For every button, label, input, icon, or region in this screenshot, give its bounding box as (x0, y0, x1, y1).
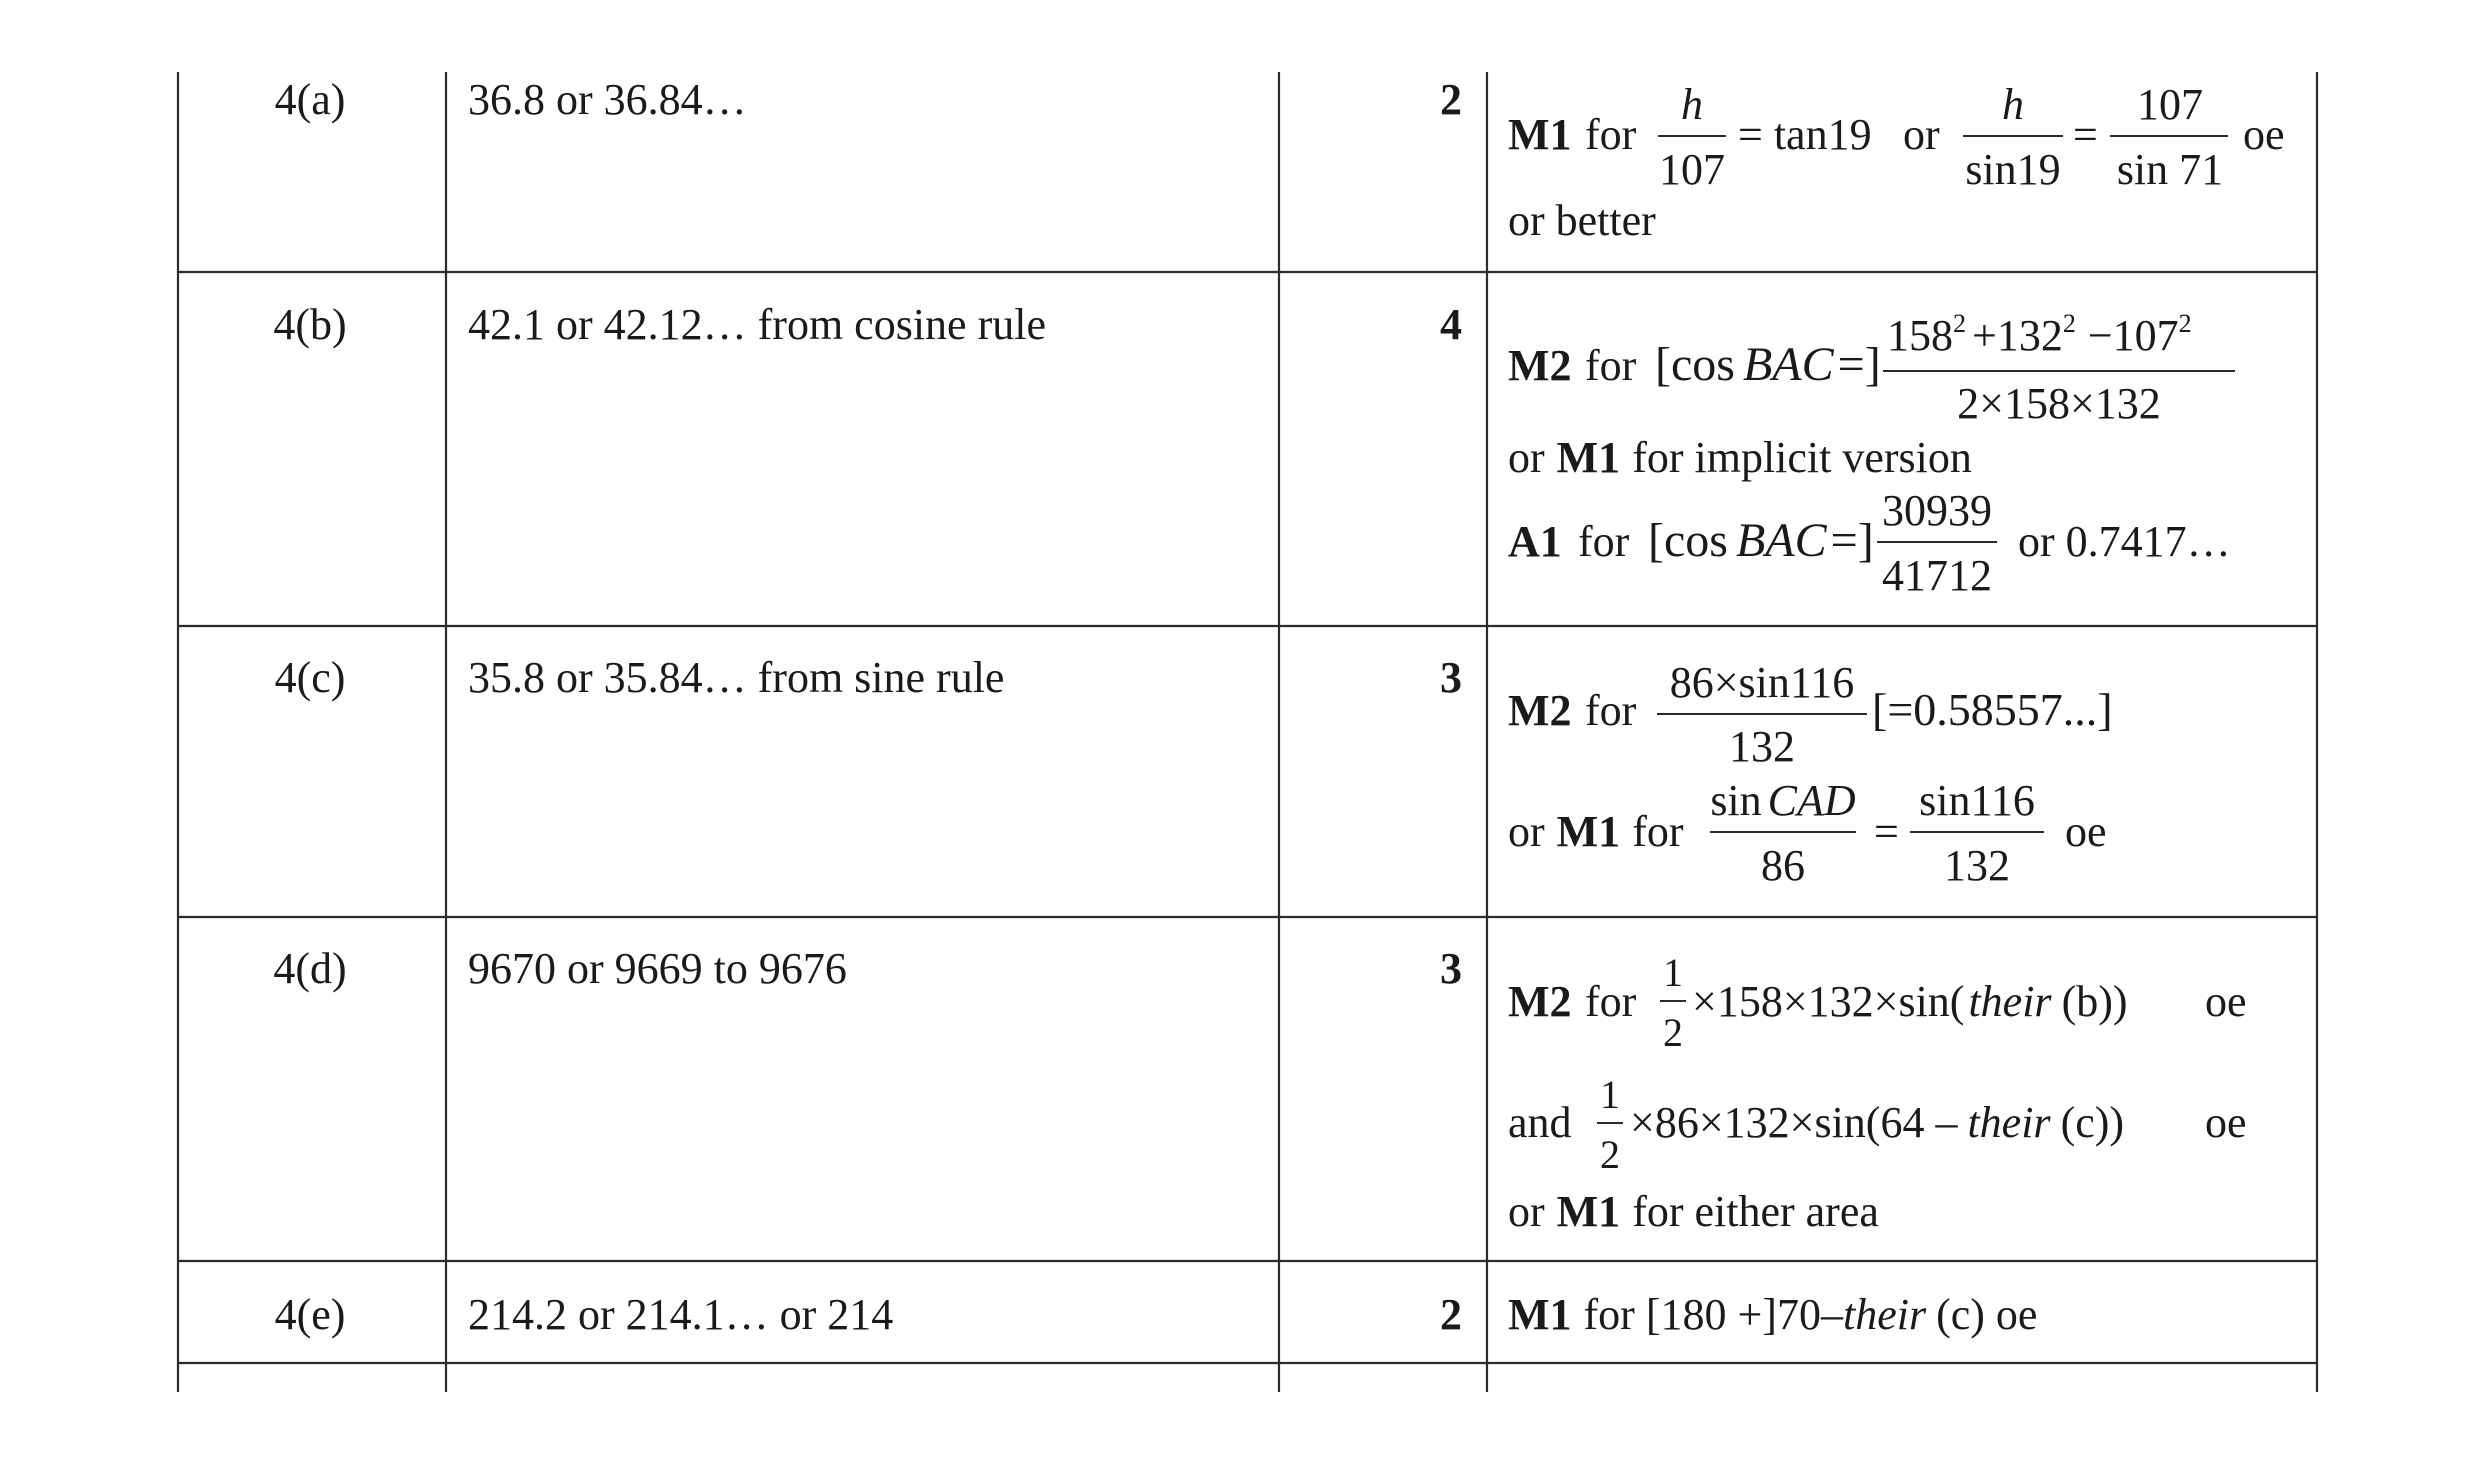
table-row (273, 300, 2235, 600)
guidance-text: and (1508, 1098, 1572, 1147)
fraction-denominator: 41712 (1882, 551, 1992, 600)
guidance-text: for (1585, 686, 1637, 735)
guidance-text: [cos BAC=] (1648, 514, 1874, 567)
guidance-text: ×158×132×sin(their (b)) (1692, 977, 2128, 1026)
guidance-cell (1508, 309, 2235, 600)
fraction-numerator: $158^2 +132^2 -107^2$ (1887, 309, 2192, 360)
question-number: 4(c) (274, 653, 346, 702)
guidance-text: or M1 for either area (1508, 1187, 1879, 1236)
question-number: 4(b) (273, 300, 347, 349)
guidance-text: or 0.7417… (2018, 517, 2231, 566)
question-number: 4(a) (274, 75, 346, 124)
marks-cell: 3 (1440, 944, 1462, 993)
mark-code: M2 (1508, 686, 1572, 735)
guidance-cell (1508, 658, 2113, 890)
guidance-text: for (1578, 517, 1630, 566)
guidance-cell (1508, 950, 2247, 1236)
fraction-numerator: h (1681, 80, 1703, 129)
mark-code: M2 (1508, 977, 1572, 1026)
guidance-text: ×86×132×sin(64 – their (c)) (1630, 1098, 2125, 1147)
guidance-text: or better (1508, 196, 1656, 245)
marks-cell: 2 (1440, 75, 1462, 124)
question-number: 4(d) (273, 944, 347, 993)
guidance-text: = (2073, 110, 2098, 159)
fraction-denominator: 132 (1944, 841, 2010, 890)
guidance-text: for (1585, 341, 1637, 390)
table-row (275, 653, 2113, 890)
guidance-text: or (1903, 110, 1940, 159)
fraction-numerator: 30939 (1882, 486, 1992, 535)
fraction-numerator: 107 (2137, 80, 2203, 129)
fraction-denominator: sin19 (1965, 145, 2061, 194)
fraction-numerator: sin116 (1919, 776, 2035, 825)
guidance-text: oe (2065, 807, 2107, 856)
guidance-text: for (1585, 977, 1637, 1026)
fraction-denominator: 86 (1761, 841, 1805, 890)
fraction-denominator: 132 (1729, 722, 1795, 771)
mark-code: M1 (1508, 110, 1572, 159)
answer-cell: 35.8 or 35.84… from sine rule (468, 653, 1005, 702)
guidance-cell: M1 for [180 +]70–their (c) oe (1508, 1290, 2038, 1339)
marks-cell: 3 (1440, 653, 1462, 702)
guidance-text: = tan19 (1738, 110, 1872, 159)
guidance-text: or M1 for (1508, 807, 1684, 856)
question-number: 4(e) (274, 1290, 346, 1339)
fraction-numerator: 1 (1663, 950, 1683, 995)
fraction-denominator: 107 (1659, 145, 1725, 194)
guidance-text: [=0.58557...] (1872, 684, 2113, 735)
marks-cell: 2 (1440, 1290, 1462, 1339)
guidance-text: for (1585, 110, 1637, 159)
fraction-numerator: sin CAD (1710, 776, 1856, 825)
guidance-text: or M1 for implicit version (1508, 433, 1972, 482)
guidance-text: oe (2205, 1098, 2247, 1147)
guidance-text: oe (2243, 110, 2285, 159)
guidance-text: [cos BAC=] (1655, 338, 1881, 391)
mark-code: A1 (1508, 517, 1562, 566)
answer-cell: 9670 or 9669 to 9676 (468, 944, 847, 993)
fraction-numerator: 1 (1600, 1072, 1620, 1117)
fraction-denominator: 2×158×132 (1957, 379, 2161, 428)
guidance-text: = (1874, 807, 1899, 856)
guidance-cell (1508, 80, 2285, 245)
guidance-text: oe (2205, 977, 2247, 1026)
answer-cell: 36.8 or 36.84… (468, 75, 747, 124)
mark-code: M2 (1508, 341, 1572, 390)
fraction-denominator: 2 (1600, 1132, 1620, 1177)
answer-cell: 214.2 or 214.1… or 214 (468, 1290, 894, 1339)
answer-cell: 42.1 or 42.12… from cosine rule (468, 300, 1046, 349)
fraction-numerator: 86×sin116 (1669, 658, 1855, 707)
marks-cell: 4 (1440, 300, 1462, 349)
table-row (275, 1290, 2038, 1339)
fraction-numerator: h (2002, 80, 2024, 129)
fraction-denominator: 2 (1663, 1010, 1683, 1055)
table-row (273, 944, 2246, 1236)
fraction-denominator: sin 71 (2116, 145, 2224, 194)
